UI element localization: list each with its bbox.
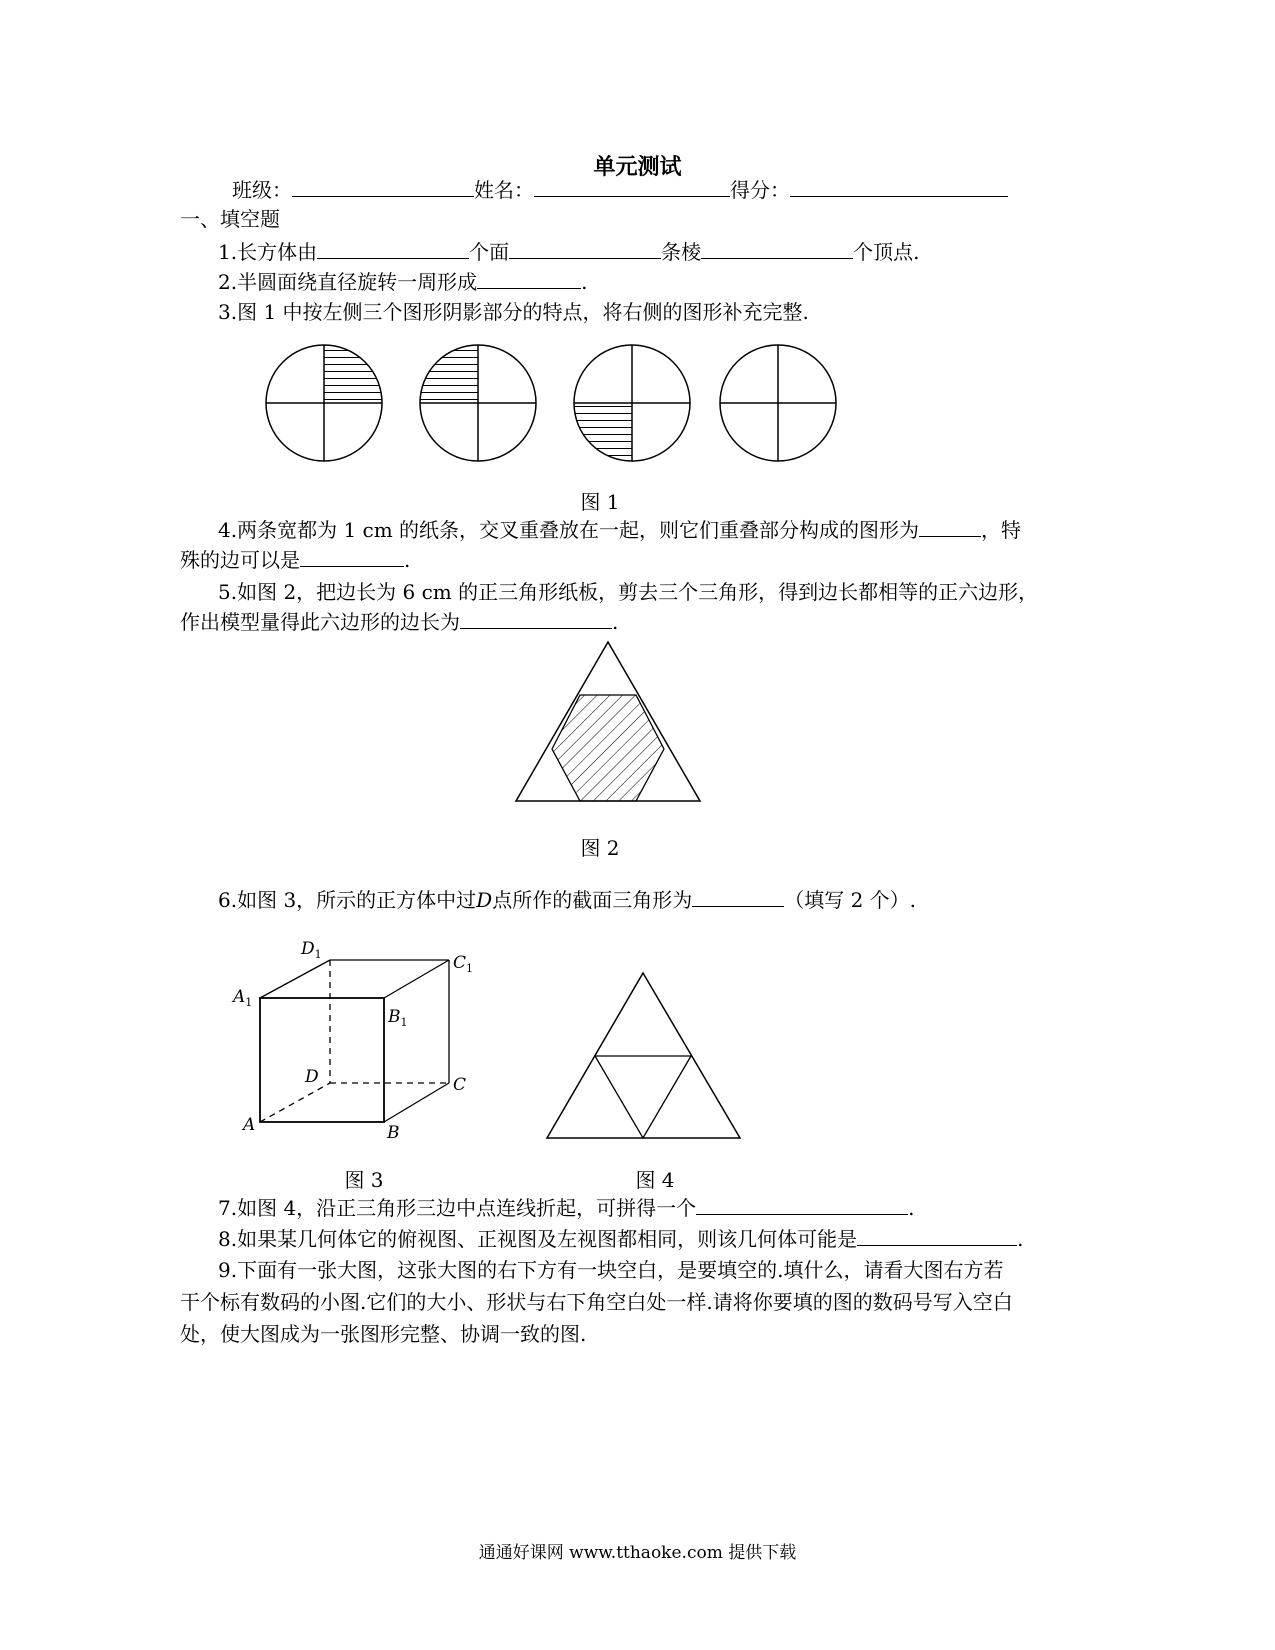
page-footer: 通通好课网 www.tthaoke.com 提供下载 bbox=[478, 1543, 797, 1563]
question-1 bbox=[218, 238, 919, 266]
question-9-line-2: 干个标有数码的小图.它们的大小、形状与右下角空白处一样.请将你要填的图的数码号写入空白 bbox=[180, 1290, 1013, 1314]
q8-text-b: . bbox=[1017, 1227, 1024, 1251]
label-b: B bbox=[387, 1123, 400, 1143]
q6-point-d: D bbox=[476, 888, 493, 912]
figure-3-caption: 图 3 bbox=[344, 1168, 384, 1192]
label-a: A bbox=[243, 1115, 256, 1135]
q2-blank[interactable] bbox=[477, 268, 581, 289]
figure-2 bbox=[512, 640, 704, 805]
q1-blank-faces[interactable] bbox=[317, 238, 469, 259]
question-8 bbox=[218, 1225, 1023, 1253]
question-5-line-1: 5.如图 2，把边长为 6 cm 的正三角形纸板，剪去三个三角形，得到边长都相等的正六边形， bbox=[218, 580, 1039, 604]
hidden-edge-ad bbox=[260, 1083, 330, 1122]
question-6 bbox=[218, 886, 916, 914]
label-d1: $D_1$ bbox=[301, 939, 322, 961]
page-title: 单元测试 bbox=[593, 155, 682, 180]
q4-text-b: ，特 bbox=[981, 518, 1022, 542]
midpoint-triangle bbox=[595, 1056, 691, 1138]
score-blank[interactable] bbox=[790, 176, 1008, 197]
q2-text-a: 2.半圆面绕直径旋转一周形成 bbox=[218, 270, 478, 294]
q1-text-c: 条棱 bbox=[661, 240, 702, 264]
question-4-line-1 bbox=[218, 516, 1021, 544]
class-blank[interactable] bbox=[292, 176, 474, 197]
q4-text-d: . bbox=[404, 548, 411, 572]
q6-text-a: 6.如图 3，所示的正方体中过 bbox=[218, 888, 477, 912]
label-a1: $A_1$ bbox=[233, 987, 253, 1009]
name-label: 姓名： bbox=[474, 178, 534, 202]
score-label: 得分： bbox=[730, 178, 790, 202]
q1-text-a: 1.长方体由 bbox=[218, 240, 318, 264]
question-5-line-2 bbox=[180, 608, 618, 636]
question-9-line-1: 9.下面有一张大图，这张大图的右下方有一块空白，是要填空的.填什么，请看大图右方若 bbox=[218, 1258, 1004, 1282]
cube-front-face bbox=[260, 998, 384, 1122]
q7-text-a: 7.如图 4，沿正三角形三边中点连线折起，可拼得一个 bbox=[218, 1196, 697, 1220]
q6-blank[interactable] bbox=[692, 886, 784, 907]
q6-text-c: （填写 2 个）. bbox=[784, 888, 917, 912]
q1-blank-edges[interactable] bbox=[509, 238, 661, 259]
question-7 bbox=[218, 1194, 915, 1222]
figure-1-caption: 图 1 bbox=[580, 490, 620, 514]
q1-blank-vertices[interactable] bbox=[701, 238, 853, 259]
circle-1 bbox=[266, 345, 384, 461]
figure-4-triangle bbox=[545, 970, 745, 1142]
question-9-line-3: 处，使大图成为一张图形完整、协调一致的图. bbox=[180, 1322, 587, 1346]
q5-text-a: 作出模型量得此六边形的边长为 bbox=[180, 610, 460, 634]
q7-blank[interactable] bbox=[696, 1194, 908, 1215]
q4-text-c: 殊的边可以是 bbox=[180, 548, 300, 572]
q1-text-d: 个顶点. bbox=[853, 240, 920, 264]
q4-text-a: 4.两条宽都为 1 cm 的纸条，交叉重叠放在一起，则它们重叠部分构成的图形为 bbox=[218, 518, 920, 542]
q6-text-b: 点所作的截面三角形为 bbox=[492, 888, 693, 912]
section-heading: 一、填空题 bbox=[180, 207, 280, 231]
q8-text-a: 8.如果某几何体它的俯视图、正视图及左视图都相同，则该几何体可能是 bbox=[218, 1227, 858, 1251]
circle-2 bbox=[418, 345, 536, 461]
q8-blank[interactable] bbox=[857, 1225, 1017, 1246]
question-3: 3.图 1 中按左侧三个图形阴影部分的特点，将右侧的图形补充完整. bbox=[218, 300, 809, 324]
class-label: 班级： bbox=[232, 178, 292, 202]
info-line bbox=[232, 176, 1008, 204]
label-c: C bbox=[453, 1075, 467, 1095]
figure-4-caption: 图 4 bbox=[635, 1168, 675, 1192]
q5-text-b: . bbox=[612, 610, 619, 634]
q2-text-b: . bbox=[581, 270, 588, 294]
name-blank[interactable] bbox=[534, 176, 730, 197]
label-d: D bbox=[305, 1067, 319, 1087]
question-4-line-2 bbox=[180, 546, 410, 574]
figure-3-cube bbox=[225, 930, 485, 1150]
q7-text-b: . bbox=[908, 1196, 915, 1220]
q4-blank-shape[interactable] bbox=[919, 516, 981, 537]
q4-blank-edge[interactable] bbox=[300, 546, 404, 567]
label-b1: $B_1$ bbox=[388, 1007, 408, 1029]
q1-text-b: 个面 bbox=[469, 240, 510, 264]
figure-2-caption: 图 2 bbox=[580, 836, 620, 860]
circle-4-to-complete[interactable] bbox=[720, 345, 836, 461]
q5-blank[interactable] bbox=[460, 608, 612, 629]
label-c1: $C_1$ bbox=[453, 953, 474, 975]
circle-3 bbox=[572, 345, 690, 463]
figure-1 bbox=[260, 340, 840, 470]
question-2 bbox=[218, 268, 587, 296]
